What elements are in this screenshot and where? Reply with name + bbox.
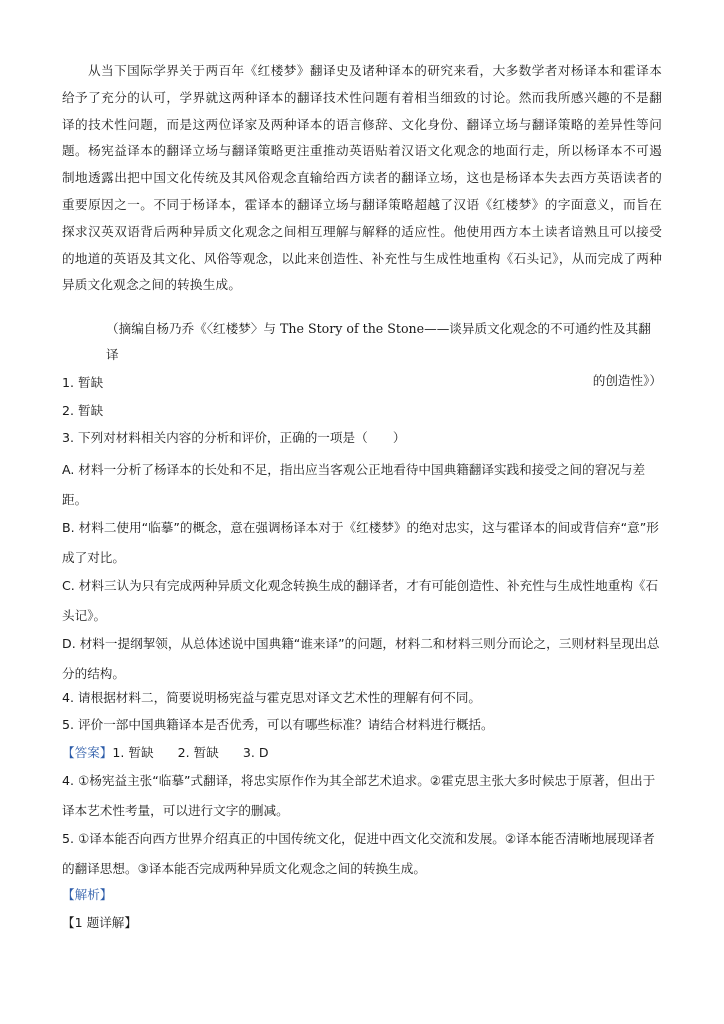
answer-tag: 【答案】 [62, 745, 113, 760]
answer-2: 2. 暂缺 [177, 745, 219, 760]
question-1: 1. 暂缺 [62, 375, 104, 390]
answer-4: 4. ①杨宪益主张“临摹”式翻译，将忠实原作作为其全部艺术追求。②霍克思主张大多时候忠于原著，但出于译本艺术性考量，可以进行文字的删减。 [62, 773, 656, 818]
answer-1: 1. 暂缺 [112, 745, 154, 760]
passage-paragraph: 从当下国际学界关于两百年《红楼梦》翻译史及诸种译本的研究来看，大多数学者对杨译本和霍译本给予了充分的认可，学界就这两种译本的翻译技术性问题有着相当细致的讨论。然而我所感兴趣的不是翻译的技术性问题，而是这两位译家及两种译本的语言修辞、文化身份、翻译立场与翻译策略的差异性等问题。杨宪益译本的翻译立场与翻译策略更注重推动英语贴着汉语文化观念的地面行走，所以杨译本不可遏制地透露出把中国文化传统及其风俗观念直输给西方读者的翻译立场，这也是杨译本失去西方英语读者的重要原因之一。不同于杨译本，霍译本的翻译立场与翻译策略超越了汉语《红楼梦》的字面意义，而旨在探求汉英双语背后两种异质文化观念之间相互理解与解释的适应性。他使用西方本土读者谙熟且可以接受的地道的英语及其文化、风俗等观念，以此来创造性、补充性与生成性地重构《石头记》，从而完成了两种异质文化观念之间的转换生成。 [62, 63, 662, 293]
source-line-2: 的创造性》） [592, 373, 662, 388]
option-b: B. 材料二使用“临摹”的概念，意在强调杨译本对于《红楼梦》的绝对忠实，这与霍译本的间或背信弃“意”形成了对比。 [62, 520, 659, 565]
option-c: C. 材料三认为只有完成两种异质文化观念转换生成的翻译者，才有可能创造性、补充性与生成性地重构《石头记》。 [62, 578, 659, 623]
option-d: D. 材料一提纲挈领，从总体述说中国典籍“谁来译”的问题，材料二和材料三则分而论之，三则材料呈现出总分的结构。 [62, 636, 660, 681]
analysis-subheading: 【1 题详解】 [62, 915, 137, 930]
option-a: A. 材料一分析了杨译本的长处和不足，指出应当客观公正地看待中国典籍翻译实践和接受之间的窘况与差距。 [62, 462, 646, 507]
question-2: 2. 暂缺 [62, 403, 104, 418]
question-3: 3. 下列对材料相关内容的分析和评价，正确的一项是（ ） [62, 430, 406, 445]
question-4: 4. 请根据材料二，简要说明杨宪益与霍克思对译文艺术性的理解有何不同。 [62, 690, 482, 705]
analysis-tag: 【解析】 [62, 887, 113, 902]
answer-5: 5. ①译本能否向西方世界介绍真正的中国传统文化，促进中西文化交流和发展。②译本能否清晰地展现译者的翻译思想。③译本能否完成两种异质文化观念之间的转换生成。 [62, 831, 655, 876]
answer-line [62, 740, 662, 767]
answer-3: 3. D [242, 745, 269, 760]
question-5: 5. 评价一部中国典籍译本是否优秀，可以有哪些标准？请结合材料进行概括。 [62, 717, 494, 732]
source-line-1: （摘编自杨乃乔《〈红楼梦〉与 The Story of the Stone——谈异质文化观念的不可通约性及其翻译 [106, 321, 651, 362]
